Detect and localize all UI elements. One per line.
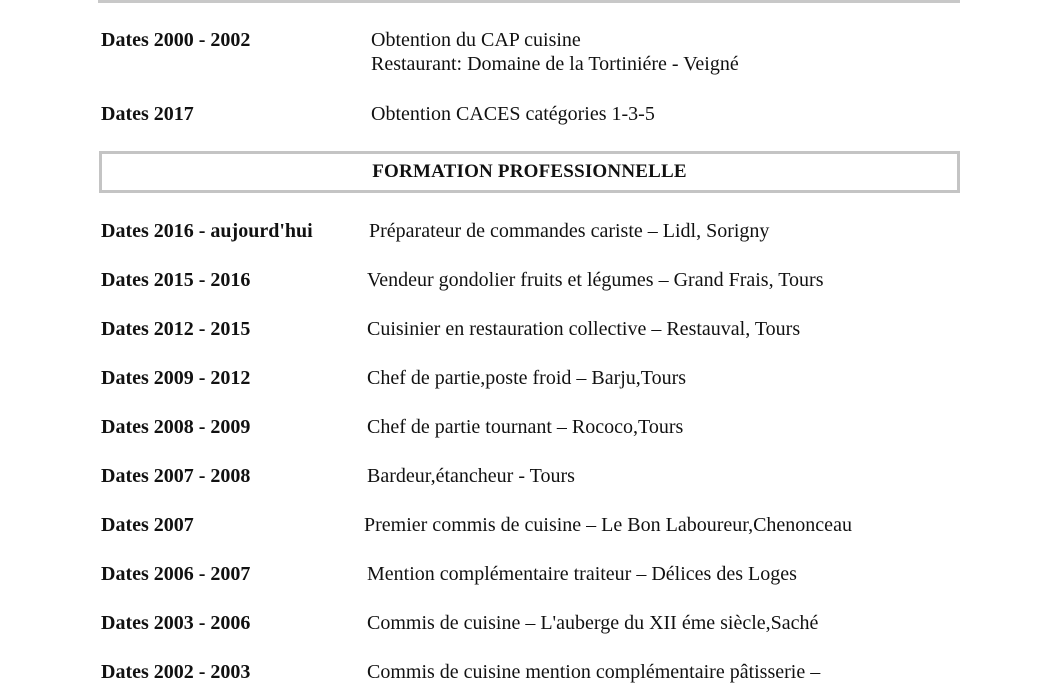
education-description	[371, 102, 655, 126]
experience-description: Cuisinier en restauration collective – Restauval, Tours	[367, 318, 801, 340]
experience-date: Dates 2002 - 2003	[101, 661, 251, 683]
education-description	[371, 28, 739, 76]
experience-description: Commis de cuisine – L'auberge du XII éme siècle,Saché	[367, 612, 819, 634]
education-line: Obtention du CAP cuisine	[371, 29, 581, 51]
experience-date: Dates 2007	[101, 514, 194, 536]
experience-date: Dates 2012 - 2015	[101, 318, 251, 340]
experience-date: Dates 2007 - 2008	[101, 465, 251, 487]
experience-description: Vendeur gondolier fruits et légumes – Grand Frais, Tours	[367, 269, 824, 291]
experience-date: Dates 2009 - 2012	[101, 367, 251, 389]
education-date: Dates 2017	[101, 103, 194, 125]
experience-description: Préparateur de commandes cariste – Lidl, Sorigny	[369, 220, 770, 242]
education-line: Obtention CACES catégories 1-3-5	[371, 103, 655, 125]
experience-date: Dates 2003 - 2006	[101, 612, 251, 634]
experience-description: Chef de partie tournant – Rococo,Tours	[367, 416, 684, 438]
experience-description: Bardeur,étancheur - Tours	[367, 465, 575, 487]
experience-description: Commis de cuisine mention complémentaire pâtisserie –	[367, 661, 821, 683]
top-divider	[98, 0, 960, 3]
experience-description: Chef de partie,poste froid – Barju,Tours	[367, 367, 687, 389]
section-header-box	[99, 151, 960, 193]
experience-date: Dates 2016 - aujourd'hui	[101, 220, 313, 242]
experience-date: Dates 2015 - 2016	[101, 269, 251, 291]
experience-date: Dates 2008 - 2009	[101, 416, 251, 438]
experience-description: Premier commis de cuisine – Le Bon Laboureur,Chenonceau	[364, 514, 852, 536]
education-date: Dates 2000 - 2002	[101, 29, 251, 51]
experience-date: Dates 2006 - 2007	[101, 563, 251, 585]
education-line: Restaurant: Domaine de la Tortiniére - Veigné	[371, 53, 739, 75]
experience-description: Mention complémentaire traiteur – Délices des Loges	[367, 563, 797, 585]
section-title: FORMATION PROFESSIONNELLE	[372, 161, 687, 182]
